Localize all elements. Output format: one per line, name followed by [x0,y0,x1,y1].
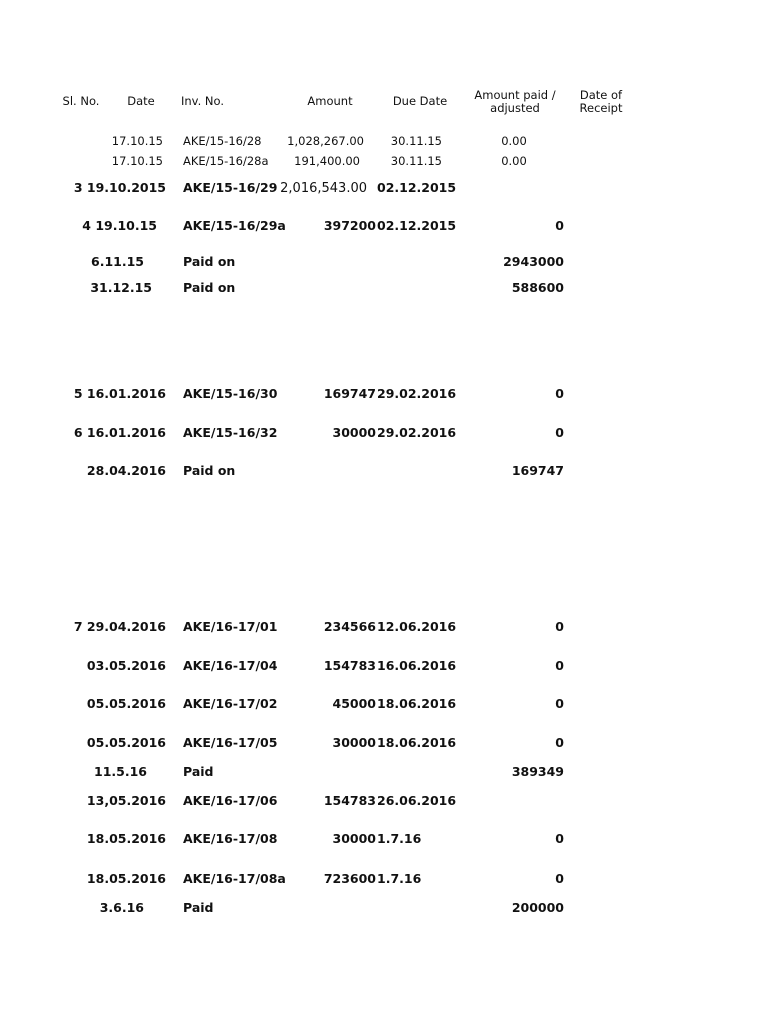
row-inv-no: AKE/15-16/28 [183,134,262,148]
row-date: 7 29.04.2016 [73,619,166,634]
row-date: 05.05.2016 [86,735,166,750]
header-due-date: Due Date [392,94,448,108]
row-date: 17.10.15 [111,154,163,168]
row-inv-no: AKE/16-17/08a [183,871,286,886]
row-amount: 30000 [332,735,376,750]
row-date: 18.05.2016 [86,871,166,886]
row-inv-no: Paid on [183,254,236,269]
row-inv-no: Paid [183,764,214,779]
row-amount-paid: 588600 [511,280,564,295]
row-amount-paid: 0 [555,871,564,886]
row-amount-paid: 0 [555,425,564,440]
row-date: 31.12.15 [90,280,152,295]
header-amount-paid-line1: Amount paid / [474,88,556,102]
row-inv-no: AKE/16-17/05 [183,735,278,750]
row-amount-paid: 0.00 [501,154,527,168]
row-date: 28.04.2016 [86,463,166,478]
row-due-date: 30.11.15 [390,154,442,168]
row-inv-no: AKE/15-16/28a [183,154,269,168]
row-amount-paid: 0 [555,658,564,673]
header-sl-no: Sl. No. [62,94,100,108]
row-date: 13,05.2016 [86,793,166,808]
row-amount: 45000 [332,696,376,711]
row-due-date: 12.06.2016 [377,619,457,634]
row-date: 4 19.10.15 [82,218,157,233]
row-date: 6.11.15 [91,254,144,269]
row-date: 6 16.01.2016 [73,425,166,440]
header-receipt-line2: Receipt [579,101,623,115]
row-amount: 169747 [323,386,376,401]
row-date: 5 16.01.2016 [73,386,166,401]
row-amount-paid: 0 [555,735,564,750]
row-inv-no: AKE/15-16/29a [183,218,286,233]
row-due-date: 16.06.2016 [377,658,457,673]
row-date: 17.10.15 [111,134,163,148]
row-date: 11.5.16 [94,764,147,779]
row-date: 03.05.2016 [86,658,166,673]
header-date: Date [127,94,155,108]
row-inv-no: AKE/16-17/08 [183,831,278,846]
row-amount: 30000 [332,831,376,846]
row-date: 3.6.16 [99,900,144,915]
row-amount-paid: 389349 [511,764,564,779]
row-amount-paid: 0 [555,696,564,711]
row-due-date: 18.06.2016 [377,696,457,711]
row-inv-no: AKE/16-17/04 [183,658,278,673]
row-due-date: 26.06.2016 [377,793,457,808]
row-inv-no: AKE/16-17/01 [183,619,278,634]
header-amount-paid-line2: adjusted [490,101,540,115]
row-inv-no: AKE/15-16/29 [183,180,278,195]
row-due-date: 1.7.16 [377,831,422,846]
header-inv-no: Inv. No. [181,94,224,108]
row-due-date: 30.11.15 [390,134,442,148]
row-amount-paid: 0 [555,831,564,846]
row-amount-paid: 2943000 [503,254,564,269]
row-inv-no: Paid [183,900,214,915]
row-amount: 1,028,267.00 [287,134,364,148]
row-amount: 154783 [323,793,376,808]
row-date: 05.05.2016 [86,696,166,711]
row-amount: 154783 [323,658,376,673]
row-due-date: 29.02.2016 [377,386,457,401]
row-date: 3 19.10.2015 [73,180,166,195]
row-due-date: 29.02.2016 [377,425,457,440]
row-due-date: 18.06.2016 [377,735,457,750]
row-amount-paid: 0 [555,218,564,233]
row-amount-paid: 0 [555,619,564,634]
row-amount: 191,400.00 [294,154,360,168]
row-inv-no: AKE/16-17/02 [183,696,278,711]
row-amount: 723600 [323,871,376,886]
row-inv-no: Paid on [183,463,236,478]
row-amount-paid: 200000 [511,900,564,915]
row-amount: 234566 [323,619,376,634]
row-due-date: 02.12.2015 [377,218,457,233]
row-due-date: 1.7.16 [377,871,422,886]
row-amount-paid: 0 [555,386,564,401]
row-inv-no: AKE/16-17/06 [183,793,278,808]
header-amount: Amount [307,94,353,108]
row-amount: 30000 [332,425,376,440]
row-due-date: 02.12.2015 [377,180,457,195]
row-amount: 2,016,543.00 [280,181,367,196]
row-amount-paid: 0.00 [501,134,527,148]
row-inv-no: Paid on [183,280,236,295]
header-receipt-line1: Date of [579,88,623,102]
row-amount: 397200 [323,218,376,233]
row-amount-paid: 169747 [511,463,564,478]
row-date: 18.05.2016 [86,831,166,846]
row-inv-no: AKE/15-16/32 [183,425,278,440]
row-inv-no: AKE/15-16/30 [183,386,278,401]
